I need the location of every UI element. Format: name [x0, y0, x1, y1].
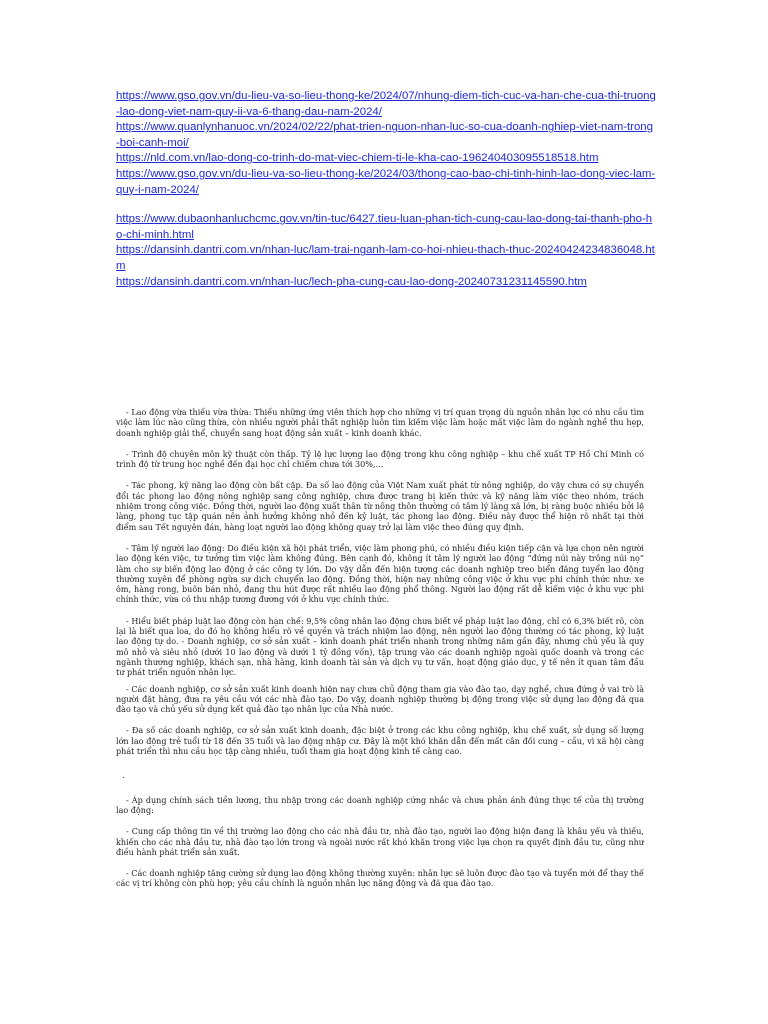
reference-link[interactable]: https://www.gso.gov.vn/du-lieu-va-so-lieu-thong-ke/2024/07/nhung-diem-tich-cuc-va-han-che-cua-thi-truong-lao-dong-viet-nam-quy-ii-va-6-thang-dau-nam-2024/: [116, 90, 656, 118]
body-text: [116, 408, 644, 901]
separator-dot: .: [122, 771, 125, 781]
reference-link[interactable]: https://www.dubaonhanluchcmc.gov.vn/tin-tuc/6427.tieu-luan-phan-tich-cung-cau-lao-dong-tai-thanh-pho-ho-chi-minh.html: [116, 213, 653, 241]
paragraph: - Áp dụng chính sách tiền lương, thu nhập trong các doanh nghiệp cứng nhắc và chưa phản ánh đúng thực tế của thị trường lao động:: [116, 795, 644, 815]
reference-link[interactable]: https://nld.com.vn/lao-dong-co-trinh-do-mat-viec-chiem-ti-le-kha-cao-196240403095518518.htm: [116, 152, 599, 165]
paragraph: - Tác phong, kỹ năng lao động còn bất cập. Đa số lao động của Việt Nam xuất phát từ nông nghiệp, do vậy chưa có sự chuyển đổi tác phong lao động nông nghiệp sang công nghiệp, chưa được trang bị kiến thức và kỹ năng làm việc theo nhóm, trách nhiệm trong công việc. Đồng thời, người lao động xuất thân từ nông thôn thường có tâm lý làng xã lớn, bị ràng buộc nhiều bởi lệ làng, phong tục tập quán nên ảnh hưởng không nhỏ đến kỷ luật, tác phong lao động. Điều này được thể hiện rõ nhất tại thời điểm sau Tết nguyên đán, hàng loạt người lao động không quay trở lại làm việc theo đúng quy định.: [116, 481, 644, 532]
paragraph: - Cung cấp thông tin về thị trường lao động cho các nhà đầu tư, nhà đào tạo, người lao động hiện đang là khâu yếu và thiếu, khiến cho các nhà đầu tư, nhà đào tạo lớn trong và ngoài nước rất khó khăn trong việc lựa chọn ra quyết định đầu tư, cũng như điều hành phát triển sản xuất.: [116, 827, 644, 857]
paragraph: - Các doanh nghiệp, cơ sở sản xuất kinh doanh hiện nay chưa chủ động tham gia vào đào tạo, dạy nghề, chưa đứng ở vai trò là người đặt hàng, đưa ra yêu cầu với các nhà đào tạo. Do vậy, doanh nghiệp thường bị động trong việc sử dụng lao động đã qua đào tạo và chủ yếu sử dụng kết quả đào tạo nhân lực của Nhà nước.: [116, 684, 644, 715]
reference-link[interactable]: https://www.gso.gov.vn/du-lieu-va-so-lieu-thong-ke/2024/03/thong-cao-bao-chi-tinh-hinh-lao-dong-viec-lam-quy-i-nam-2024/: [116, 167, 656, 196]
paragraph: - Lao động vừa thiếu vừa thừa: Thiếu những ứng viên thích hợp cho những vị trí quan trọng dù nguồn nhân lực có nhu cầu tìm việc làm lúc nào cũng thừa, còn nhiều người phải thất nghiệp luôn tìm kiếm việc làm hoặc mất việc làm do ngành nghề thu hẹp, doanh nghiệp giải thể, chuyển sang hoạt động sản xuất – kinh doanh khác.: [116, 408, 644, 438]
paragraph: - Hiểu biết pháp luật lao động còn hạn chế: 9,5% công nhân lao động chưa biết về pháp luật lao động, chỉ có 6,3% biết rõ, còn lại là biết qua loa, do đó họ không hiểu rõ về quyền và trách nhiệm lao động, nên người lao động thường có tác phong, kỷ luật lao động tự do. - Doanh nghiệp, cơ sở sản xuất – kinh doanh phát triển nhanh trong những năm gần đây, nhưng chủ yếu là quy mô nhỏ và siêu nhỏ (dưới 10 lao động và dưới 1 tỷ đồng vốn), tập trung vào các doanh nghiệp ngoài quốc doanh và trong các ngành thương nghiệp, khách sạn, nhà hàng, kinh doanh tài sản và dịch vụ tư vấn, hoạt động giáo dục, y tế nên ít quan tâm đầu tư phát triển nguồn nhân lực.: [116, 616, 644, 678]
reference-link[interactable]: https://dansinh.dantri.com.vn/nhan-luc/lam-trai-nganh-lam-co-hoi-nhieu-thach-thuc-20240424234836048.htm: [116, 244, 655, 272]
reference-links: [116, 89, 656, 290]
paragraph: - Các doanh nghiệp tăng cường sử dụng lao động không thường xuyên: nhân lực sẽ luôn được đào tạo và tuyển mới để thay thế các vị trí không còn phù hợp; yêu cầu chính là nguồn nhân lực năng động và đã qua đào tạo.: [116, 869, 644, 889]
paragraph: - Trình độ chuyên môn kỹ thuật còn thấp. Tỷ lệ lực lượng lao động trong khu công nghiệp – khu chế xuất TP Hồ Chí Minh có trình độ từ trung học nghề đến đại học chỉ chiếm chưa tới 30%,…: [116, 449, 644, 470]
paragraph: - Đa số các doanh nghiệp, cơ sở sản xuất kinh doanh, đặc biệt ở trong các khu công nghiệp, khu chế xuất, sử dụng số lượng lớn lao động trẻ tuổi từ 18 đến 35 tuổi và lao động nhập cư. Đây là một khó khăn dẫn đến mất cân đối cung – cầu, vì xã hội càng phát triển thì nhu cầu học tập càng nhiều, tuổi tham gia hoạt động kinh tế càng cao.: [116, 726, 644, 757]
reference-link[interactable]: https://dansinh.dantri.com.vn/nhan-luc/lech-pha-cung-cau-lao-dong-20240731231145590.htm: [116, 275, 587, 288]
link-group-gap: [116, 198, 656, 212]
reference-link[interactable]: https://www.quanlynhanuoc.vn/2024/02/22/phat-trien-nguon-nhan-luc-so-cua-doanh-nghiep-viet-nam-trong-boi-canh-moi/: [116, 121, 653, 149]
paragraph: - Tâm lý người lao động: Do điều kiện xã hội phát triển, việc làm phong phú, có nhiều điều kiện tiếp cận và lựa chọn nên người lao động kén việc, tư tưởng tìm việc làm không đúng. Bên cạnh đó, không ít tâm lý người lao động “đứng núi này trông núi nọ” làm cho sự biến động lao động ở các công ty lớn. Do vậy dẫn đến hiện tượng các doanh nghiệp treo biển đăng tuyển lao động thường xuyên để phòng ngừa sự dịch chuyển lao động. Đồng thời, hiện nay những công việc ở khu vực phi chính thức như: xe ôm, hàng rong, buôn bán nhỏ, đang thu hút được rất nhiều lao động phổ thông. Người lao động rất dễ kiếm việc ở khu vực phi chính thức, vừa có thu nhập tương đương với ở khu vực chính thức.: [116, 543, 644, 605]
